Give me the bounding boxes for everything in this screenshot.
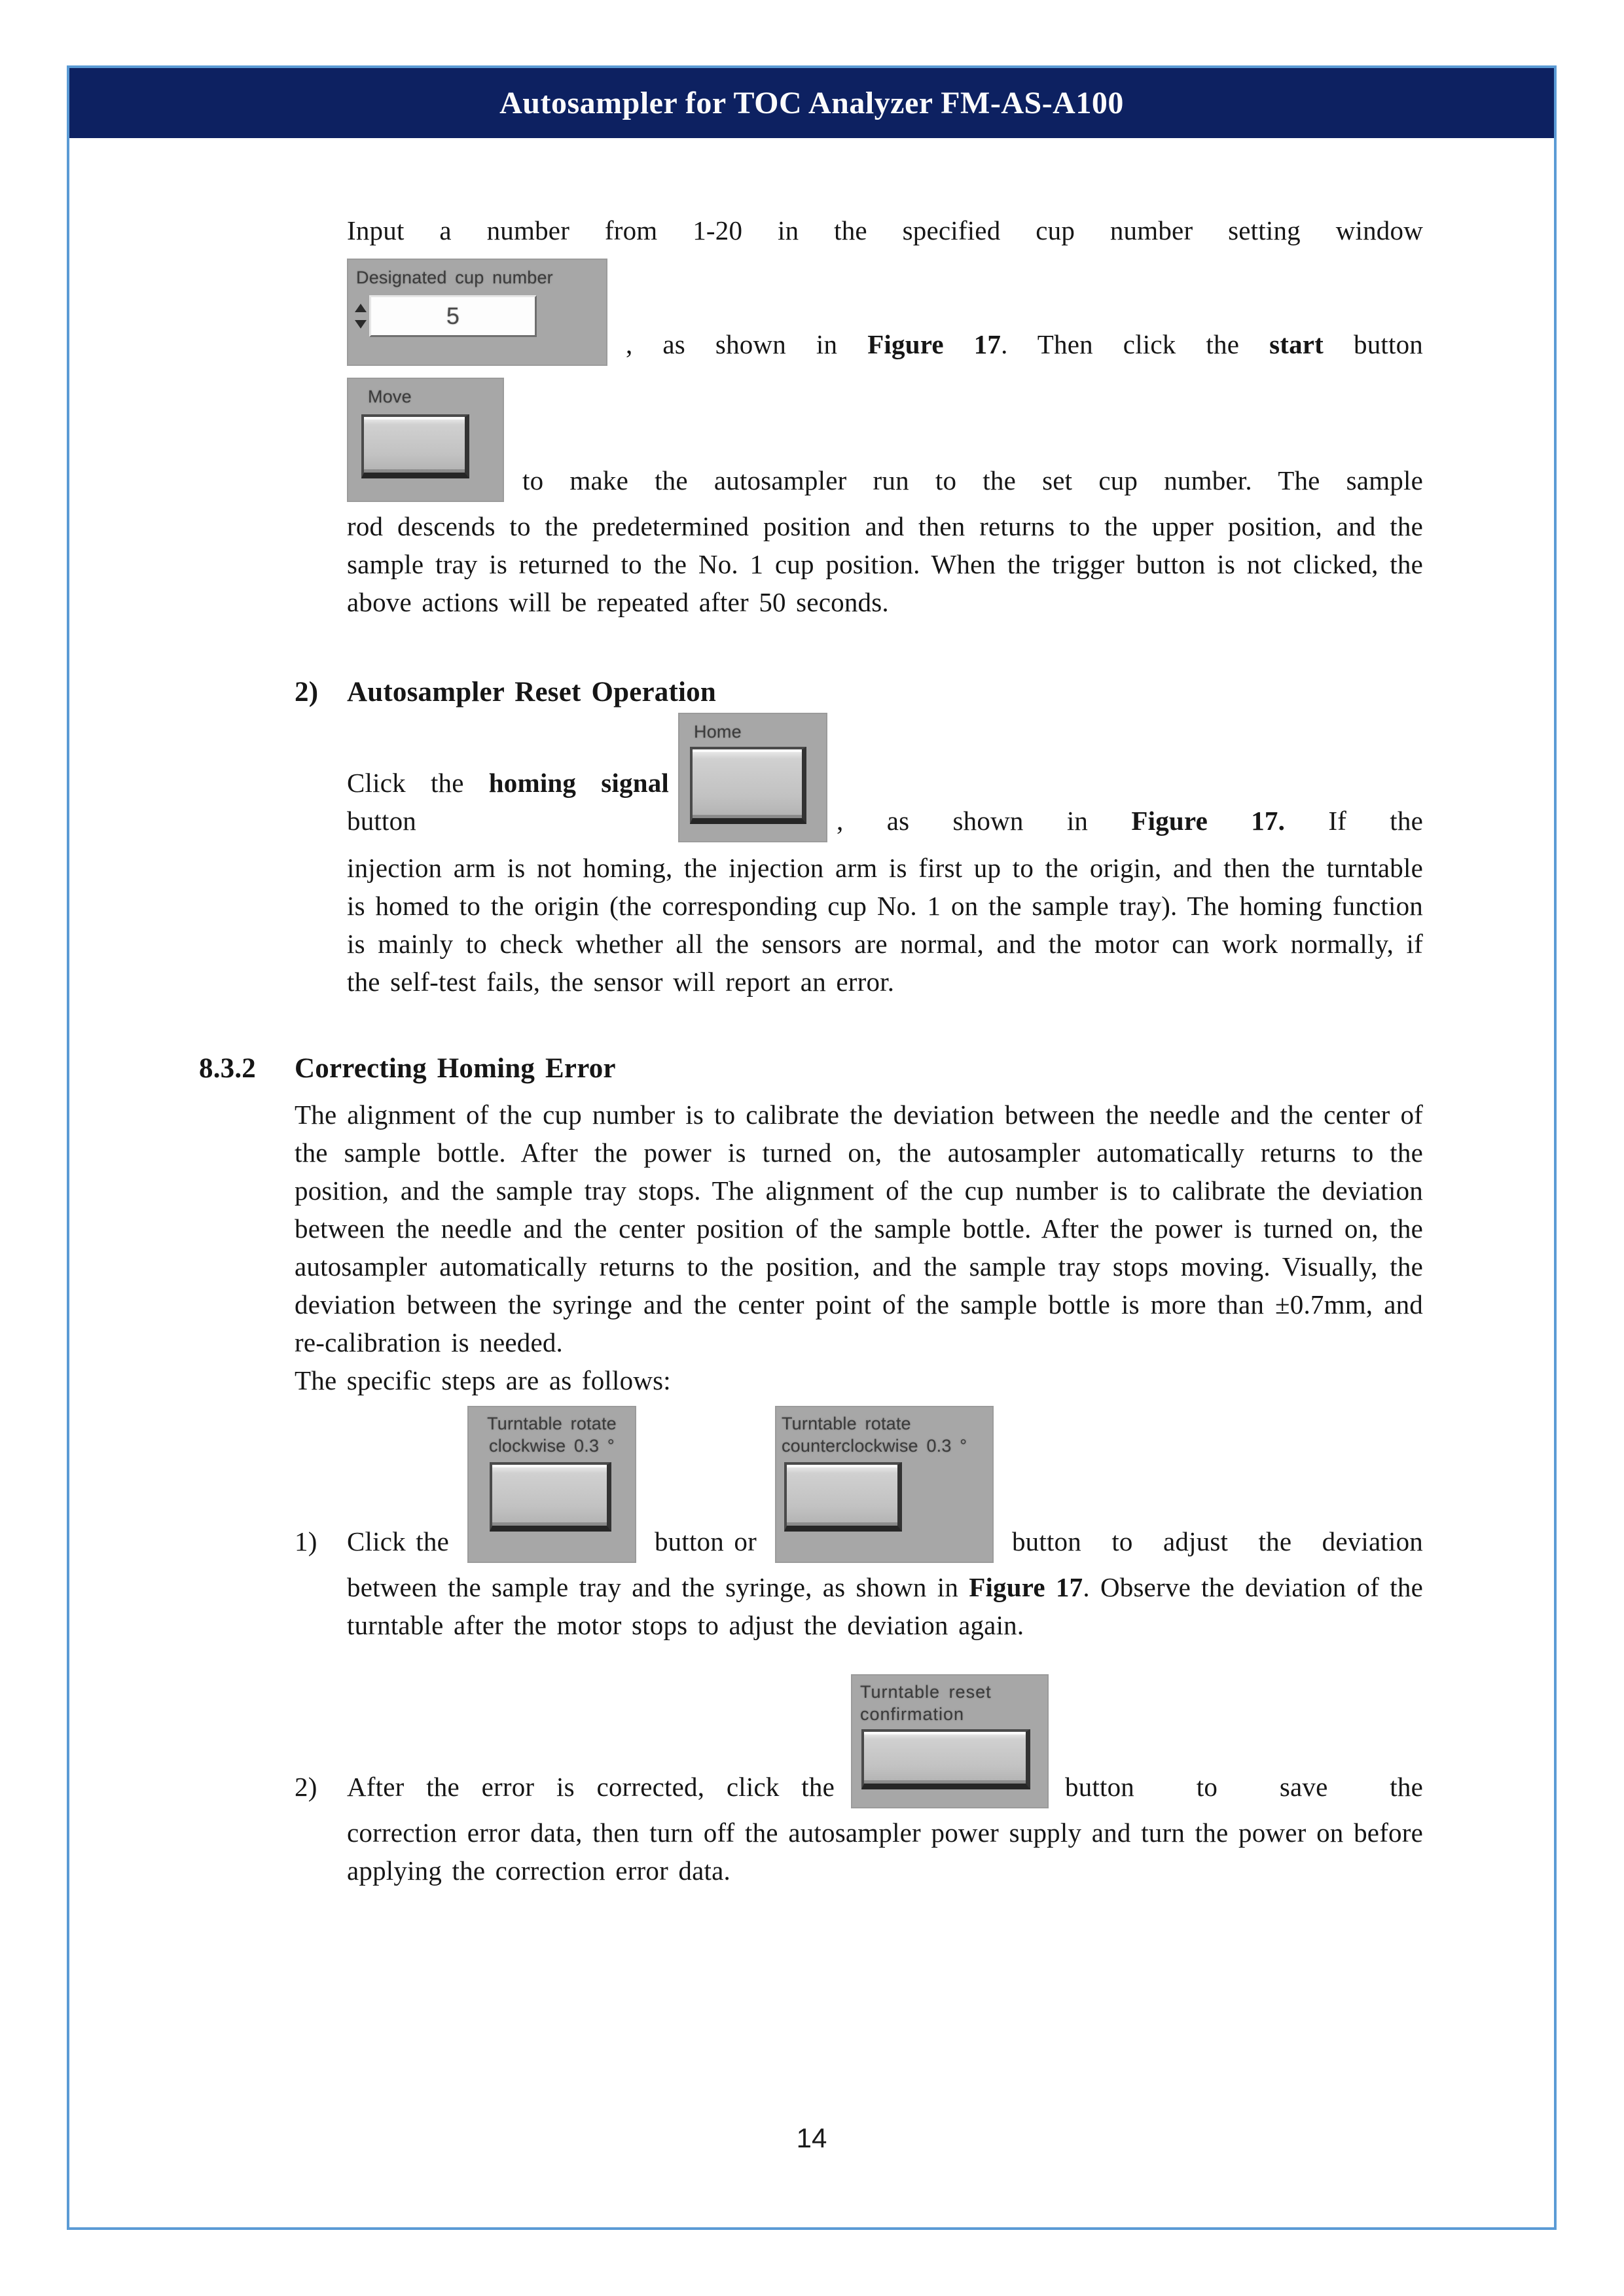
turntable-ccw-label-line1: Turntable rotate <box>781 1414 911 1433</box>
turntable-reset-widget <box>851 1674 1049 1808</box>
designated-cup-number-widget <box>347 259 607 366</box>
home-button-face <box>690 747 806 824</box>
home-label: Home <box>694 722 742 742</box>
step1-pre: Click the <box>347 1526 449 1556</box>
homing-signal-bold: homing signal <box>488 768 669 798</box>
cup-number-input-row <box>347 290 607 337</box>
reset-post-text <box>837 802 1423 842</box>
reset-post1: , as shown in <box>837 806 1132 836</box>
page-title: Autosampler for TOC Analyzer FM-AS-A100 <box>499 86 1124 120</box>
para1-seg2-pre: , as shown in <box>626 329 868 359</box>
turntable-cw-label <box>467 1406 636 1458</box>
cup-number-spinner <box>352 304 369 329</box>
page-content <box>69 138 1554 1890</box>
reset-pre2: button <box>347 806 416 836</box>
turntable-cw-label-line2: clockwise 0.3 ° <box>489 1436 615 1456</box>
page-frame <box>67 65 1557 2230</box>
step1-cont-pre: between the sample tray and the syringe, as shown in <box>347 1572 969 1602</box>
reset-operation-heading <box>295 673 1423 711</box>
para1-seg2 <box>626 325 1423 366</box>
step2-pre: After the error is corrected, click the <box>347 1772 835 1802</box>
move-button-face <box>361 414 469 478</box>
para1-seg2-post: button <box>1324 329 1423 359</box>
designated-cup-number-label: Designated cup number <box>356 268 553 287</box>
start-bold: start <box>1269 329 1324 359</box>
page-number: 14 <box>796 2123 827 2153</box>
step1-row <box>295 1406 1423 1563</box>
step1-marker: 1) <box>295 1526 317 1556</box>
turntable-reset-button-face <box>861 1729 1030 1789</box>
turntable-ccw-button-face <box>784 1462 902 1532</box>
reset-pre-text <box>347 764 669 842</box>
para1-move-row <box>347 378 1423 502</box>
figure17-ref-3: Figure 17 <box>969 1572 1083 1602</box>
step1-post: button to adjust the deviation <box>1011 1526 1423 1556</box>
step2-post: button to save the <box>1065 1772 1423 1802</box>
move-widget <box>347 378 504 502</box>
turntable-ccw-label <box>775 1406 994 1458</box>
spinner-down-icon <box>355 320 367 329</box>
turntable-reset-label-line1: Turntable reset <box>860 1682 992 1702</box>
figure17-ref: Figure 17 <box>867 329 1001 359</box>
turntable-cw-label-line1: Turntable rotate <box>487 1414 617 1433</box>
cup-number-field <box>369 295 537 337</box>
reset-home-row <box>347 713 1423 842</box>
turntable-ccw-label-line2: counterclockwise 0.3 ° <box>781 1436 967 1456</box>
para1-seg3: to make the autosampler run to the set cup number. The sample <box>522 465 1423 495</box>
reset-continuation: injection arm is not homing, the injection arm is first up to the origin, and then the turntable is homed to the origin (the corresponding cup No. 1 on the sample tray). The homing function is mainly to check whether all the sensors are normal, and the motor can work normally, if the self-test fails, the sensor will report an error. <box>347 853 1423 997</box>
section-832-body: The alignment of the cup number is to calibrate the deviation between the needle and the center of the sample bottle. After the power is turned on, the autosampler automatically returns to the position, and the sample tray stops. The alignment of the cup number is to calibrate the deviation between the needle and the center position of the sample bottle. After the power is turned on, the autosampler automatically returns to the position, and the sample tray stops moving. Visually, the deviation between the syringe and the center point of the sample bottle is more than ±0.7mm, and re-calibration is needed. <box>295 1100 1423 1357</box>
step1-continuation <box>347 1568 1423 1644</box>
step2-marker: 2) <box>295 1772 317 1802</box>
turntable-reset-label-line2: confirmation <box>860 1704 965 1724</box>
reset-operation-title: Autosampler Reset Operation <box>347 677 716 708</box>
steps-intro: The specific steps are as follows: <box>295 1365 671 1395</box>
section-832-title: Correcting Homing Error <box>295 1053 616 1084</box>
para1-continuation: rod descends to the predetermined position and then returns to the upper position, and the sample tray is returned to the No. 1 cup position. When the trigger button is not clicked, the above actions will be repeated after 50 seconds. <box>347 511 1423 617</box>
figure17-ref-2: Figure 17. <box>1131 806 1286 836</box>
section-832-number: 8.3.2 <box>199 1053 256 1084</box>
list-marker-2: 2) <box>295 677 319 708</box>
turntable-reset-label <box>851 1674 1049 1727</box>
header-band <box>69 68 1554 138</box>
spinner-up-icon <box>355 304 367 312</box>
section-832-heading <box>199 1050 1423 1088</box>
home-widget <box>678 713 827 842</box>
para1-seg2-mid: . Then click the <box>1001 329 1270 359</box>
turntable-cw-widget <box>467 1406 636 1563</box>
step2-row <box>295 1674 1423 1808</box>
step1-mid: button or <box>654 1526 757 1556</box>
turntable-cw-button-face <box>490 1462 611 1532</box>
para1-line1: Input a number from 1-20 in the specified cup number setting window <box>347 215 1423 245</box>
para1-cup-row <box>347 259 1423 366</box>
step2-continuation: correction error data, then turn off the autosampler power supply and turn the power on before applying the correction error data. <box>347 1818 1423 1886</box>
turntable-ccw-widget <box>775 1406 994 1563</box>
cup-number-value: 5 <box>446 302 460 329</box>
move-label: Move <box>368 387 412 406</box>
step1-cont-post: . Observe the deviation of the turntable after the motor stops to adjust the deviation again. <box>347 1572 1423 1640</box>
reset-pre1: Click the <box>347 768 489 798</box>
reset-post2: If the <box>1285 806 1423 836</box>
